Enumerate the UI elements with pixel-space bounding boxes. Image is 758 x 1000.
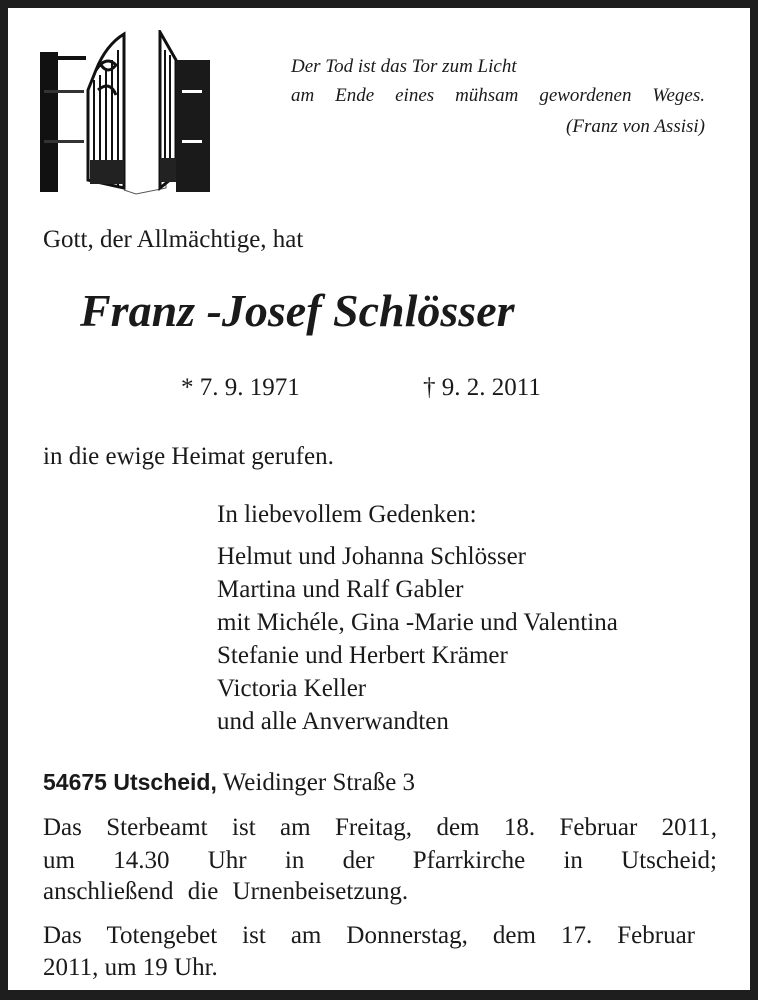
address [43, 767, 415, 798]
address-street: Weidinger Straße 3 [222, 769, 416, 796]
mourner-line: Victoria Keller [217, 675, 367, 702]
address-city: 54675 Utscheid, [43, 769, 217, 795]
mourner-line: Helmut und Johanna Schlösser [217, 543, 526, 570]
quote-line: Der Tod ist das Tor zum Licht [291, 56, 517, 77]
mourner-line: Stefanie und Herbert Krämer [217, 642, 508, 669]
birth-date: * 7. 9. 1971 [181, 374, 300, 401]
called-home-text: in die ewige Heimat gerufen. [43, 443, 334, 470]
funeral-line: Das Sterbeamt ist am Freitag, dem 18. Februar 2011, [43, 814, 717, 841]
mourner-line: Martina und Ralf Gabler [217, 576, 464, 603]
quote-author: (Franz von Assisi) [566, 116, 705, 137]
quote-line: am Ende eines mühsam gewordenen Weges. [291, 85, 705, 106]
remembrance-heading: In liebevollem Gedenken: [217, 501, 477, 528]
open-gate-illustration [36, 30, 214, 198]
funeral-line: um 14.30 Uhr in der Pfarrkirche in Utscheid; [43, 847, 717, 874]
mourner-line: und alle Anverwandten [217, 708, 449, 735]
mourner-line: mit Michéle, Gina -Marie und Valentina [217, 609, 618, 636]
intro-text: Gott, der Allmächtige, hat [43, 226, 304, 253]
prayer-line: Das Totengebet ist am Donnerstag, dem 17. Februar [43, 922, 695, 949]
deceased-name: Franz -Josef Schlösser [80, 285, 515, 336]
funeral-line: anschließend die Urnenbeisetzung. [43, 878, 409, 905]
death-date: † 9. 2. 2011 [423, 374, 541, 401]
prayer-line: 2011, um 19 Uhr. [43, 954, 218, 981]
